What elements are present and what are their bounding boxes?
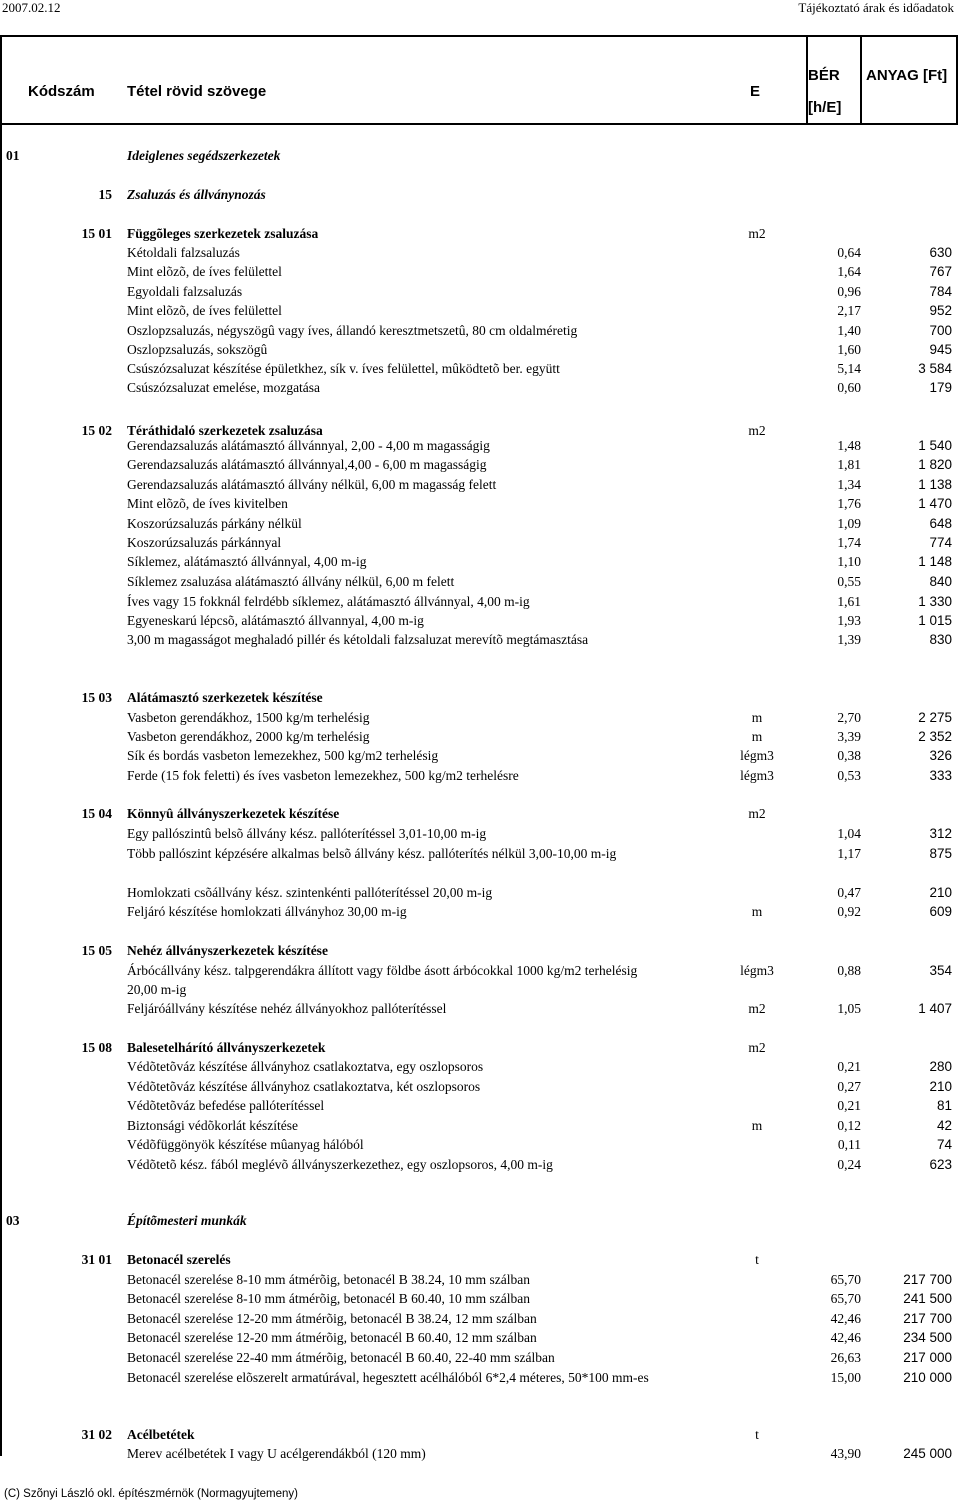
row-code: 15 02 [81, 423, 112, 438]
row-description: Egyoldali falzsaluzás [127, 284, 243, 299]
row-labor-hours: 0,27 [837, 1079, 861, 1094]
row-unit: légm3 [740, 768, 774, 783]
table-row [0, 963, 960, 982]
header-top-rule [0, 35, 958, 37]
row-labor-hours: 43,90 [830, 1446, 861, 1461]
row-unit: m2 [748, 1001, 766, 1016]
row-code: 15 01 [81, 226, 112, 241]
column-unit-header: E [750, 83, 761, 100]
header-bottom-rule [0, 123, 958, 125]
table-row [0, 380, 960, 399]
table-row [0, 613, 960, 632]
row-labor-hours: 0,11 [837, 1137, 861, 1152]
table-row [0, 284, 960, 303]
row-code: 31 01 [81, 1252, 112, 1267]
row-material-cost: 945 [929, 342, 952, 357]
row-description: Feljáróállvány készítése nehéz állványokhoz pallóterítéssel [127, 1001, 447, 1016]
table-row [0, 342, 960, 361]
column-code-header: Kódszám [28, 83, 95, 100]
row-labor-hours: 1,17 [837, 846, 861, 861]
row-description: Vasbeton gerendákhoz, 2000 kg/m terhelésig [127, 729, 370, 744]
row-material-cost: 1 820 [918, 457, 952, 472]
row-material-cost: 217 700 [903, 1272, 952, 1287]
row-material-cost: 609 [929, 904, 952, 919]
row-unit: m [751, 1118, 763, 1133]
row-labor-hours: 0,38 [837, 748, 861, 763]
row-description: Árbócállvány kész. talpgerendákra állított vagy földbe ásott árbócokkal 1000 kg/m2 terhelésig [127, 963, 638, 978]
row-labor-hours: 26,63 [830, 1350, 861, 1365]
section-heading-row [0, 148, 960, 167]
row-description: 20,00 m-ig [127, 982, 187, 997]
row-material-cost: 767 [929, 264, 952, 279]
row-material-cost: 840 [929, 574, 952, 589]
row-description: Téráthidaló szerkezetek zsaluzása [127, 423, 323, 438]
table-row [0, 1311, 960, 1330]
row-description: Építõmesteri munkák [127, 1213, 247, 1228]
table-row [0, 1079, 960, 1098]
row-labor-hours: 42,46 [830, 1330, 861, 1345]
row-description: Gerendazsaluzás alátámasztó állvány nélkül, 6,00 m magasság felett [127, 477, 497, 492]
table-row [0, 496, 960, 515]
header-left-rule [0, 35, 2, 125]
group-heading-row [0, 1252, 960, 1271]
row-labor-hours: 1,39 [837, 632, 861, 647]
table-row [0, 826, 960, 845]
table-row [0, 1098, 960, 1117]
row-description: Könnyû állványszerkezetek készítése [127, 806, 340, 821]
row-labor-hours: 15,00 [830, 1370, 861, 1385]
row-material-cost: 1 330 [918, 594, 952, 609]
row-code: 15 04 [81, 806, 112, 821]
row-material-cost: 210 [929, 1079, 952, 1094]
row-description: Gerendazsaluzás alátámasztó állvánnyal, 2,00 - 4,00 m magasságig [127, 438, 490, 453]
row-unit: m [751, 729, 763, 744]
row-description: Ideiglenes segédszerkezetek [127, 148, 281, 163]
table-row [0, 516, 960, 535]
row-unit: légm3 [740, 748, 774, 763]
row-material-cost: 700 [929, 323, 952, 338]
row-material-cost: 875 [929, 846, 952, 861]
row-material-cost: 81 [936, 1098, 952, 1113]
row-labor-hours: 2,17 [837, 303, 861, 318]
row-description: Zsaluzás és állványnozás [127, 187, 266, 202]
row-labor-hours: 0,24 [837, 1157, 861, 1172]
row-material-cost: 217 000 [903, 1350, 952, 1365]
document-header [0, 0, 960, 20]
table-row [0, 1059, 960, 1078]
row-description: Betonacél szerelése 12-20 mm átmérõig, betonacél B 60.40, 12 mm szálban [127, 1330, 537, 1345]
row-description: Sík és bordás vasbeton lemezekhez, 500 kg/m2 terhelésig [127, 748, 439, 763]
row-material-cost: 1 540 [918, 438, 952, 453]
document-date: 2007.02.12 [2, 0, 61, 15]
row-material-cost: 241 500 [903, 1291, 952, 1306]
table-row [0, 982, 960, 1001]
row-material-cost: 1 407 [918, 1001, 952, 1016]
row-unit: m2 [748, 226, 766, 241]
row-material-cost: 2 352 [918, 729, 952, 744]
row-material-cost: 1 148 [918, 554, 952, 569]
row-unit: légm3 [740, 963, 774, 978]
table-row [0, 438, 960, 457]
table-row [0, 477, 960, 496]
table-row [0, 594, 960, 613]
row-labor-hours: 1,04 [837, 826, 861, 841]
row-description: Több pallószint képzésére alkalmas belsõ állvány kész. pallóterítés nélkül 3,00-10,00 m-ig [127, 846, 617, 861]
row-description: Koszorúzsaluzás párkány nélkül [127, 516, 302, 531]
row-material-cost: 210 000 [903, 1370, 952, 1385]
row-description: Mint elõzõ, de íves kivitelben [127, 496, 288, 511]
table-row [0, 1272, 960, 1291]
footer-copyright: (C) Szõnyi László okl. építészmérnök (Normagyujtemeny) [4, 1488, 298, 1500]
group-heading-row [0, 943, 960, 962]
row-material-cost: 1 470 [918, 496, 952, 511]
row-description: 3,00 m magasságot meghaladó pillér és kétoldali falzsaluzat merevítõ megtámasztása [127, 632, 589, 647]
header-right-rule [956, 35, 958, 125]
row-labor-hours: 1,48 [837, 438, 861, 453]
table-row [0, 264, 960, 283]
row-code: 03 [6, 1213, 20, 1228]
row-description: Feljáró készítése homlokzati állványhoz 30,00 m-ig [127, 904, 407, 919]
row-labor-hours: 0,21 [837, 1098, 861, 1113]
row-description: Egy pallószintû belsõ állvány kész. pallóterítéssel 3,01-10,00 m-ig [127, 826, 487, 841]
row-labor-hours: 0,88 [837, 963, 861, 978]
row-description: Védõtetõváz készítése állványhoz csatlakoztatva, két oszlopsoros [127, 1079, 481, 1094]
table-row [0, 1446, 960, 1465]
row-labor-hours: 3,39 [837, 729, 861, 744]
table-row [0, 535, 960, 554]
row-description: Betonacél szerelése 22-40 mm átmérõig, betonacél B 60.40, 22-40 mm szálban [127, 1350, 555, 1365]
row-labor-hours: 1,09 [837, 516, 861, 531]
row-description: Gerendazsaluzás alátámasztó állvánnyal,4,00 - 6,00 m magasságig [127, 457, 487, 472]
row-description: Csúszózsaluzat készítése épületkhez, sík v. íves felülettel, mûködtetõ ber. együtt [127, 361, 560, 376]
table-row [0, 457, 960, 476]
row-description: Mint elõzõ, de íves felülettel [127, 264, 282, 279]
row-code: 15 [98, 187, 112, 202]
row-unit: m [751, 904, 763, 919]
row-description: Egyeneskarú lépcsõ, alátámasztó állvannyal, 4,00 m-ig [127, 613, 424, 628]
row-labor-hours: 1,40 [837, 323, 861, 338]
group-heading-row [0, 1040, 960, 1059]
row-labor-hours: 1,05 [837, 1001, 861, 1016]
row-unit: t [755, 1427, 759, 1442]
row-description: Síklemez, alátámasztó állvánnyal, 4,00 m-ig [127, 554, 367, 569]
row-material-cost: 630 [929, 245, 952, 260]
table-row [0, 303, 960, 322]
row-labor-hours: 1,34 [837, 477, 861, 492]
row-material-cost: 42 [936, 1118, 952, 1133]
column-text-header: Tétel rövid szövege [127, 83, 267, 100]
row-description: Betonacél szerelése elõszerelt armatúrával, hegesztett acélhálóból 6*2,4 méteres, 50*100 mm-es [127, 1370, 649, 1385]
row-unit: t [755, 1252, 759, 1267]
table-row [0, 245, 960, 264]
row-description: Védõfüggönyök készítése mûanyag hálóból [127, 1137, 364, 1152]
row-labor-hours: 1,74 [837, 535, 861, 550]
row-code: 01 [6, 148, 20, 163]
table-row [0, 748, 960, 767]
column-header [0, 35, 960, 125]
row-description: Vasbeton gerendákhoz, 1500 kg/m terhelésig [127, 710, 370, 725]
row-material-cost: 830 [929, 632, 952, 647]
row-unit: m2 [748, 806, 766, 821]
row-labor-hours: 0,60 [837, 380, 861, 395]
column-material-header: ANYAG [Ft] [866, 67, 948, 84]
table-row [0, 574, 960, 593]
row-labor-hours: 0,55 [837, 574, 861, 589]
row-labor-hours: 0,92 [837, 904, 861, 919]
table-row [0, 904, 960, 923]
row-material-cost: 333 [929, 768, 952, 783]
row-description: Oszlopzsaluzás, sokszögû [127, 342, 268, 357]
row-code: 15 08 [81, 1040, 112, 1055]
table-row [0, 554, 960, 573]
row-labor-hours: 0,47 [837, 885, 861, 900]
row-description: Nehéz állványszerkezetek készítése [127, 943, 328, 958]
row-description: Acélbetétek [127, 1427, 195, 1442]
table-row [0, 632, 960, 651]
row-material-cost: 234 500 [903, 1330, 952, 1345]
row-code: 31 02 [81, 1427, 112, 1442]
table-row [0, 1330, 960, 1349]
group-heading-row [0, 226, 960, 245]
section-heading-row [0, 1213, 960, 1232]
row-labor-hours: 1,64 [837, 264, 861, 279]
row-description: Ferde (15 fok feletti) és íves vasbeton lemezekhez, 500 kg/m2 terhelésre [127, 768, 519, 783]
row-unit: m2 [748, 423, 766, 438]
row-description: Íves vagy 15 fokknál felrdébb síklemez, alátámasztó állvánnyal, 4,00 m-ig [127, 594, 530, 609]
row-unit: m [751, 710, 763, 725]
row-labor-hours: 42,46 [830, 1311, 861, 1326]
row-labor-hours: 0,53 [837, 768, 861, 783]
row-material-cost: 3 584 [918, 361, 952, 376]
row-description: Oszlopzsaluzás, négyszögû vagy íves, állandó keresztmetszetû, 80 cm oldalméretig [127, 323, 578, 338]
row-labor-hours: 65,70 [830, 1272, 861, 1287]
row-labor-hours: 1,93 [837, 613, 861, 628]
row-description: Mint elõzõ, de íves felülettel [127, 303, 282, 318]
row-material-cost: 245 000 [903, 1446, 952, 1461]
row-description: Betonacél szerelése 8-10 mm átmérõig, betonacél B 60.40, 10 mm szálban [127, 1291, 530, 1306]
row-labor-hours: 0,64 [837, 245, 861, 260]
row-material-cost: 74 [936, 1137, 952, 1152]
row-labor-hours: 1,60 [837, 342, 861, 357]
table-row [0, 729, 960, 748]
row-description: Csúszózsaluzat emelése, mozgatása [127, 380, 321, 395]
row-description: Védõtetõ kész. fából meglévõ állványszerkezethez, egy oszlopsoros, 4,00 m-ig [127, 1157, 553, 1172]
table-row [0, 768, 960, 787]
row-description: Kétoldali falzsaluzás [127, 245, 240, 260]
table-row [0, 1118, 960, 1137]
table-row [0, 1157, 960, 1176]
document-title: Tájékoztató árak és időadatok [798, 0, 954, 15]
row-code: 15 03 [81, 690, 112, 705]
row-labor-hours: 65,70 [830, 1291, 861, 1306]
table-row [0, 361, 960, 380]
row-labor-hours: 2,70 [837, 710, 861, 725]
group-heading-row [0, 806, 960, 825]
section-heading-row [0, 187, 960, 206]
row-description: Biztonsági védõkorlát készítése [127, 1118, 298, 1133]
row-material-cost: 952 [929, 303, 952, 318]
row-material-cost: 784 [929, 284, 952, 299]
row-description: Betonacél szerelése 8-10 mm átmérõig, betonacél B 38.24, 10 mm szálban [127, 1272, 530, 1287]
row-material-cost: 1 015 [918, 613, 952, 628]
table-row [0, 323, 960, 342]
row-material-cost: 2 275 [918, 710, 952, 725]
row-labor-hours: 1,61 [837, 594, 861, 609]
table-row [0, 1370, 960, 1389]
group-heading-row [0, 690, 960, 709]
row-material-cost: 1 138 [918, 477, 952, 492]
row-material-cost: 354 [929, 963, 952, 978]
row-description: Védõtetõváz készítése állványhoz csatlakoztatva, egy oszlopsoros [127, 1059, 484, 1074]
row-material-cost: 280 [929, 1059, 952, 1074]
row-labor-hours: 0,96 [837, 284, 861, 299]
row-labor-hours: 0,12 [837, 1118, 861, 1133]
row-description: Síklemez zsaluzása alátámasztó állvány nélkül, 6,00 m felett [127, 574, 455, 589]
row-material-cost: 326 [929, 748, 952, 763]
row-description: Merev acélbetétek I vagy U acélgerendákból (120 mm) [127, 1446, 426, 1461]
row-description: Koszorúzsaluzás párkánnyal [127, 535, 282, 550]
row-labor-hours: 1,81 [837, 457, 861, 472]
row-description: Homlokzati csõállvány kész. szintenkénti pallóterítéssel 20,00 m-ig [127, 885, 493, 900]
table-row [0, 1291, 960, 1310]
column-labor-header-line2: [h/E] [808, 99, 842, 116]
row-description: Védõtetõváz befedése pallóterítéssel [127, 1098, 325, 1113]
row-material-cost: 179 [929, 380, 952, 395]
row-material-cost: 774 [929, 535, 952, 550]
table-row [0, 1001, 960, 1020]
table-row [0, 1137, 960, 1156]
column-labor-header-line1: BÉR [808, 67, 840, 84]
row-labor-hours: 1,10 [837, 554, 861, 569]
row-description: Betonacél szerelés [127, 1252, 231, 1267]
table-row [0, 710, 960, 729]
row-material-cost: 210 [929, 885, 952, 900]
table-row [0, 885, 960, 904]
header-divider-material [860, 35, 862, 125]
row-material-cost: 648 [929, 516, 952, 531]
row-labor-hours: 5,14 [837, 361, 861, 376]
row-labor-hours: 1,76 [837, 496, 861, 511]
row-code: 15 05 [81, 943, 112, 958]
row-description: Alátámasztó szerkezetek készítése [127, 690, 323, 705]
table-row [0, 1350, 960, 1369]
table-row [0, 846, 960, 865]
row-labor-hours: 0,21 [837, 1059, 861, 1074]
row-description: Balesetelhárító állványszerkezetek [127, 1040, 326, 1055]
row-material-cost: 623 [929, 1157, 952, 1172]
row-material-cost: 217 700 [903, 1311, 952, 1326]
row-material-cost: 312 [929, 826, 952, 841]
row-unit: m2 [748, 1040, 766, 1055]
row-description: Betonacél szerelése 12-20 mm átmérõig, betonacél B 38.24, 12 mm szálban [127, 1311, 537, 1326]
group-heading-row [0, 1427, 960, 1446]
row-description: Függõleges szerkezetek zsaluzása [127, 226, 319, 241]
